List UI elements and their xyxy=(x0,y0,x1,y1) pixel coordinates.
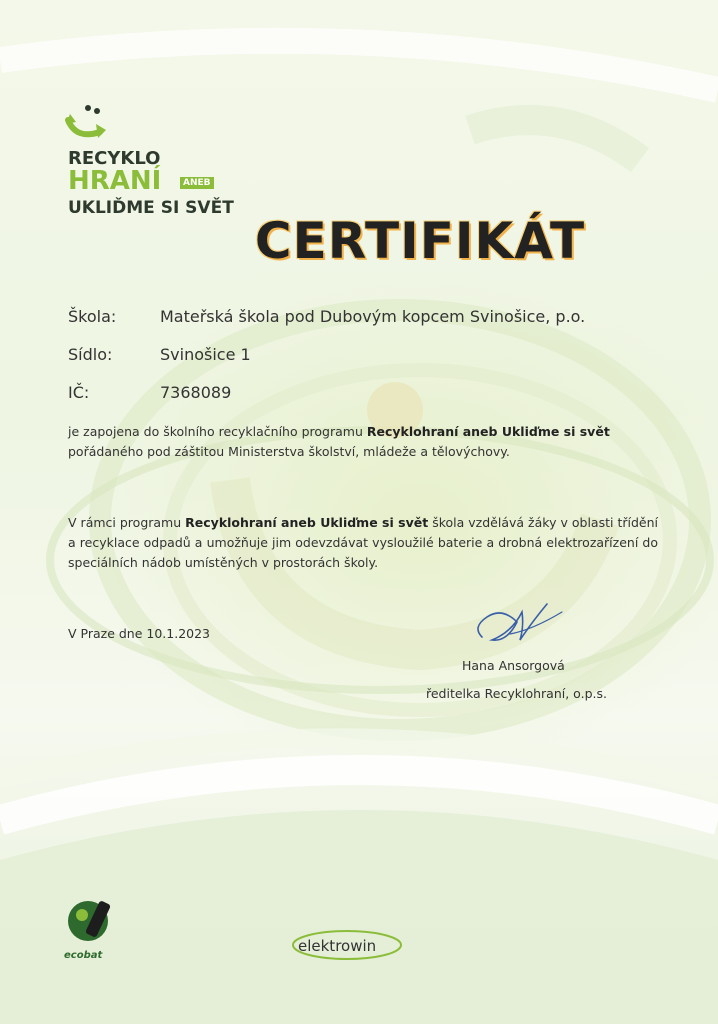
certificate-title: CERTIFIKÁT xyxy=(254,212,586,270)
elektrowin-logo-text: elektrowin xyxy=(298,937,377,955)
recyklohrani-logo-icon xyxy=(60,100,120,145)
program-paragraph xyxy=(68,513,658,573)
signatory-name: Hana Ansorgová xyxy=(462,658,565,673)
paragraph2-text-end: škola vzdělává žáky v oblasti třídění a recyklace odpadů a umožňuje jim odevzdávat vysloužilé baterie a drobná elektrozařízení do speciálních nádob umístěných v prostorách školy. xyxy=(68,515,658,570)
logo-text-aneb: ANEB xyxy=(180,177,214,189)
school-value: Mateřská škola pod Dubovým kopcem Svinošice, p.o. xyxy=(160,307,586,326)
logo-text-recyklo: RECYKLO xyxy=(68,148,161,169)
paragraph1-program-name: Recyklohraní aneb Ukliďme si svět xyxy=(366,424,610,439)
paragraph1-text-end: pořádaného pod záštitou Ministerstva školství, mládeže a tělovýchovy. xyxy=(68,444,510,459)
signatory-role: ředitelka Recyklohraní, o.p.s. xyxy=(426,686,607,701)
logo-text-uklidme: UKLIĎME SI SVĚT xyxy=(68,198,234,218)
seat-label: Sídlo: xyxy=(68,345,113,364)
logo-text-hrani: HRANÍ xyxy=(68,166,162,196)
id-value: 7368089 xyxy=(160,383,232,402)
paragraph2-text-start: V rámci programu xyxy=(68,515,186,530)
paragraph2-program-name: Recyklohraní aneb Ukliďme si svět xyxy=(185,515,429,530)
id-label: IČ: xyxy=(68,383,90,402)
paragraph1-text-start: je zapojena do školního recyklačního programu xyxy=(68,424,367,439)
signature-icon xyxy=(462,592,582,652)
school-label: Škola: xyxy=(68,307,117,326)
seat-value: Svinošice 1 xyxy=(160,345,251,364)
participation-paragraph xyxy=(68,422,658,462)
place-date: V Praze dne 10.1.2023 xyxy=(68,626,211,641)
ecobat-logo-icon xyxy=(62,893,118,949)
ecobat-logo-text: ecobat xyxy=(64,950,103,961)
